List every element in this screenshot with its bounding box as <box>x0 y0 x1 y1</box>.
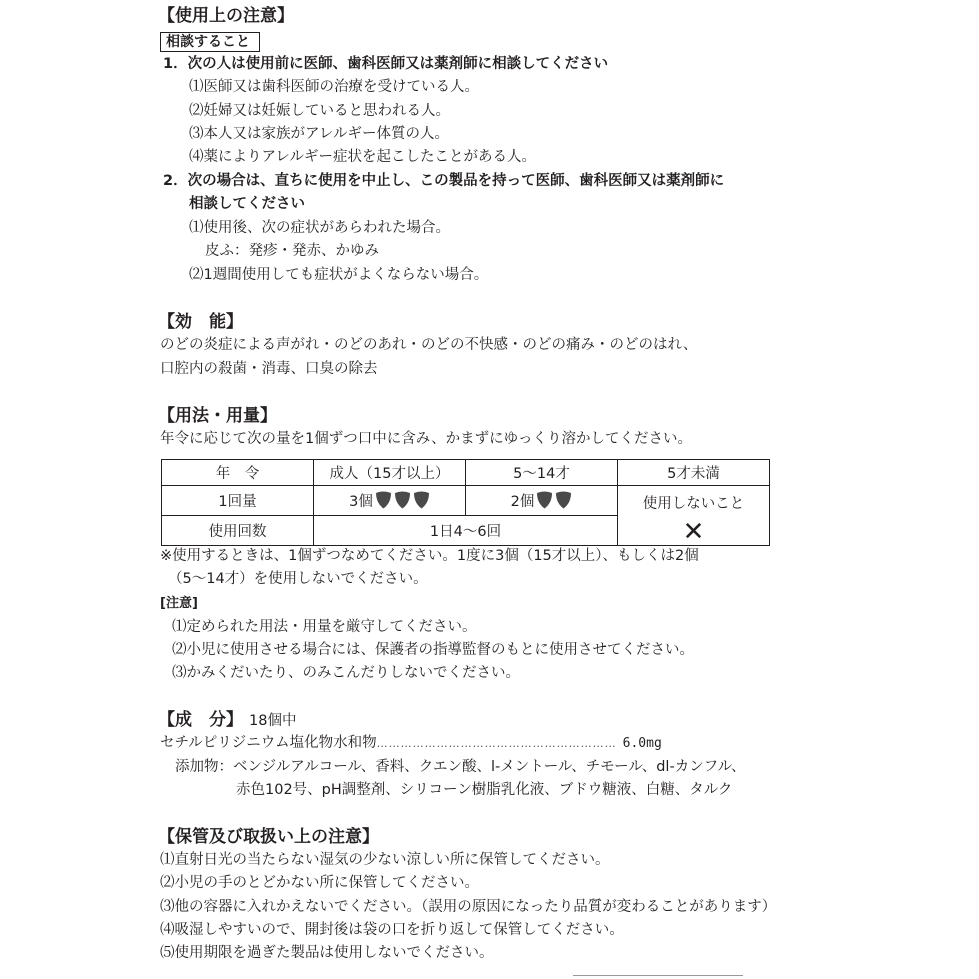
child-dose-text: 2個 <box>510 494 535 510</box>
header-adult: 成人（15才以上） <box>314 460 466 486</box>
dosage-table <box>161 459 770 546</box>
header-under5: 5才未満 <box>618 460 770 486</box>
precaution-item1-line: ⑶本人又は家族がアレルギー体質の人。 <box>189 126 450 142</box>
caution-title: [注意] <box>160 596 198 611</box>
under5-cell <box>618 486 770 546</box>
storage-line: ⑷吸湿しやすいので、開封後は袋の口を折り返して保管してください。 <box>160 922 624 938</box>
precaution-item2-line: ⑵1週間使用しても症状がよくならない場合。 <box>189 267 489 283</box>
caution-line: ⑵小児に使用させる場合には、保護者の指導監督のもとに使用させてください。 <box>172 642 694 658</box>
under5-text: 使用しないこと <box>642 496 745 512</box>
dose-row-label: 1回量 <box>162 486 314 516</box>
precaution-item2-symptom: 皮ふ：発疹・発赤、かゆみ <box>205 243 379 259</box>
precaution-item1-title: 1．次の人は使用前に医師、歯科医師又は薬剤師に相談してください <box>163 56 609 72</box>
table-row <box>162 486 770 516</box>
active-ingredient-row <box>160 736 662 751</box>
precaution-item1-line: ⑴医師又は歯科医師の治療を受けている人。 <box>189 79 479 95</box>
precaution-item2-title-cont: 相談してください <box>189 196 305 212</box>
active-ingredient-amount: 6.0mg <box>622 736 662 751</box>
precaution-item2-title: 2．次の場合は、直ちに使用を中止し、この製品を持って医師、歯科医師又は薬剤師に <box>163 173 725 189</box>
caution-line: ⑴定められた用法・用量を厳守してください。 <box>172 619 477 635</box>
lozenge-icon <box>413 491 430 509</box>
header-child: 5～14才 <box>466 460 618 486</box>
active-ingredient-name: セチルピリジニウム塩化物水和物 <box>160 735 377 751</box>
freq-value: 1日4～6回 <box>314 516 618 546</box>
storage-line: ⑸使用期限を過ぎた製品は使用しないでください。 <box>160 945 494 961</box>
precaution-item1-line: ⑷薬によりアレルギー症状を起こしたことがある人。 <box>189 149 537 165</box>
dosage-intro: 年令に応じて次の量を1個ずつ口中に含み、かまずにゆっくり溶かしてください。 <box>160 431 692 447</box>
ingredients-heading <box>158 712 296 729</box>
storage-title: 【保管及び取扱い上の注意】 <box>158 827 379 847</box>
divider <box>573 975 743 976</box>
storage-line: ⑶他の容器に入れかえないでください。（誤用の原因になったり品質が変わることがあります） <box>160 899 777 915</box>
dosage-note-cont: （5～14才）を使用しないでください。 <box>168 571 428 587</box>
precautions-title: 【使用上の注意】 <box>158 6 294 26</box>
header-age: 年 令 <box>162 460 314 486</box>
child-dose-cell <box>466 486 618 516</box>
lozenge-icon <box>375 491 392 509</box>
lozenge-icon <box>394 491 411 509</box>
dosage-title: 【用法・用量】 <box>158 406 277 426</box>
table-row <box>162 460 770 486</box>
efficacy-line: 口腔内の殺菌・消毒、口臭の除去 <box>160 361 378 377</box>
freq-label: 使用回数 <box>162 516 314 546</box>
additives-list-cont: 赤色102号、pH調整剤、シリコーン樹脂乳化液、ブドウ糖液、白糖、タルク <box>236 782 733 798</box>
storage-line: ⑵小児の手のとどかない所に保管してください。 <box>160 875 479 891</box>
ingredients-title: 【成 分】 <box>158 710 243 730</box>
leader-dots: …………………………………………………… <box>376 737 617 750</box>
ingredients-per: 18個中 <box>249 713 297 729</box>
child-lozenge-icons <box>534 494 572 510</box>
additives-row <box>175 760 745 775</box>
lozenge-icon <box>555 491 572 509</box>
adult-lozenge-icons <box>373 494 430 510</box>
prohibit-x-icon: ✕ <box>682 517 705 547</box>
efficacy-title: 【効 能】 <box>158 312 243 332</box>
precaution-item1-line: ⑵妊婦又は妊娠していると思われる人。 <box>189 103 450 119</box>
dosage-note: ※使用するときは、1個ずつなめてください。1度に3個（15才以上）、もしくは2個 <box>160 548 699 564</box>
precaution-item2-line: ⑴使用後、次の症状があらわれた場合。 <box>189 220 450 236</box>
caution-line: ⑶かみくだいたり、のみこんだりしないでください。 <box>172 665 520 681</box>
adult-dose-cell <box>314 486 466 516</box>
lozenge-icon <box>536 491 553 509</box>
additives-list: ベンジルアルコール、香料、クエン酸、l-メントール、チモール、dl-カンフル、 <box>233 759 746 775</box>
efficacy-line: のどの炎症による声がれ・のどのあれ・のどの不快感・のどの痛み・のどのはれ、 <box>160 337 698 353</box>
storage-line: ⑴直射日光の当たらない湿気の少ない涼しい所に保管してください。 <box>160 852 610 868</box>
additives-label: 添加物： <box>175 759 233 775</box>
adult-dose-text: 3個 <box>349 494 373 510</box>
consult-label: 相談すること <box>160 32 260 52</box>
